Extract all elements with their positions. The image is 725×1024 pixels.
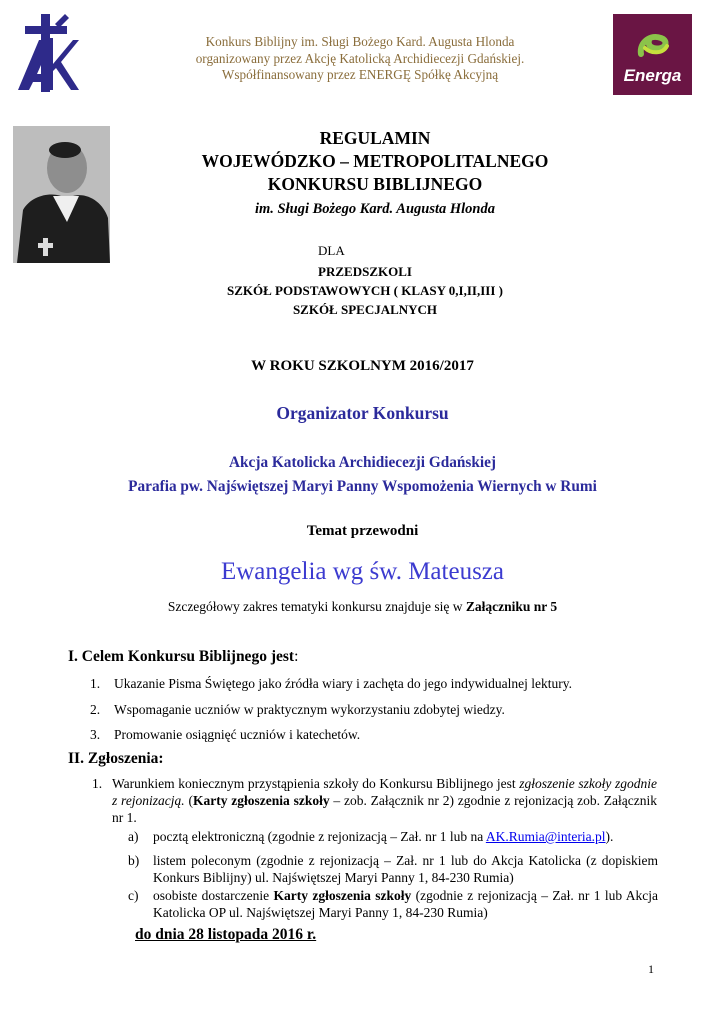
- document-title: [160, 127, 590, 196]
- item-text-bold: Karty zgłoszenia szkoły: [193, 793, 330, 808]
- theme-title: Ewangelia wg św. Mateusza: [220, 558, 504, 585]
- email-link[interactable]: AK.Rumia@interia.pl: [485, 829, 606, 844]
- list-item-text: Ukazanie Pisma Świętego jako źródła wiary i zachęta do jego indywidualnej lektury.: [114, 676, 572, 691]
- sub-item-letter: c): [128, 888, 139, 903]
- item-text-part-1: Warunkiem koniecznym przystąpienia szkoły do Konkursu Biblijnego jest: [112, 776, 520, 791]
- portrait-photo: [13, 126, 110, 263]
- item-text-italic: zgłoszenie szkoły zgodnie z rejonizacją.: [112, 776, 657, 808]
- sub-c-text-2: (zgodnie z rejonizacją – Zał. nr 1 lub Akcja Katolicka OP ul. Najświętszej Maryi Panny 1, 84-230 Rumia): [153, 888, 659, 920]
- organizer-names: [0, 451, 725, 498]
- scope-note: [0, 599, 725, 615]
- sub-item-a: [128, 828, 658, 845]
- list-item-text: [112, 775, 657, 826]
- sub-item-text: [153, 828, 658, 845]
- title-line-3: KONKURSU BIBLIJNEGO: [267, 174, 483, 194]
- sub-item-text: [153, 887, 658, 921]
- item-text-part-3: (: [184, 793, 193, 808]
- list-item-text: Promowanie osiągnięć uczniów i katechetów.: [114, 727, 361, 742]
- title-line-2: WOJEWÓDZKO – METROPOLITALNEGO: [201, 151, 549, 171]
- list-item-number: 1.: [90, 676, 101, 691]
- sub-c-text-1: osobiste dostarczenie: [153, 888, 274, 903]
- title-line-1: REGULAMIN: [319, 128, 431, 148]
- ak-logo: [15, 14, 80, 92]
- list-item-number: 2.: [90, 702, 101, 717]
- organizer-name-1: Akcja Katolicka Archidiecezji Gdańskiej: [229, 454, 496, 471]
- list-item-number: 3.: [90, 727, 101, 742]
- list-item-number: 1.: [92, 776, 103, 791]
- organizer-heading: Organizator Konkursu: [276, 403, 449, 423]
- scope-attachment: Załączniku nr 5: [465, 599, 558, 614]
- header-text: [150, 34, 570, 84]
- sub-item-letter: b): [128, 853, 140, 868]
- scope-text: Szczegółowy zakres tematyki konkursu znajduje się w: [167, 599, 466, 614]
- sub-item-text: listem poleconym (zgodnie z rejonizacją – Zał. nr 1 lub do Akcja Katolicka (z dopiskiem Konkurs Biblijny) ul. Najświętszej Maryi Panny 1, 84-230 Rumia): [153, 853, 658, 885]
- header-line-3: Współfinansowany przez ENERGĘ Spółkę Akcyjną: [221, 67, 499, 82]
- header-line-1: Konkurs Biblijny im. Sługi Bożego Kard. Augusta Hlonda: [205, 34, 515, 49]
- audience-line-1: PRZEDSZKOLI: [318, 264, 412, 279]
- audience-line-2: SZKÓŁ PODSTAWOWYCH ( KLASY 0,I,II,III ): [227, 283, 503, 298]
- sub-item-c: [128, 887, 658, 921]
- audience-list: [150, 262, 580, 319]
- school-year: W ROKU SZKOLNYM 2016/2017: [251, 358, 474, 374]
- sub-a-text: pocztą elektroniczną (zgodnie z rejonizacją – Zał. nr 1 lub na: [153, 829, 486, 844]
- header-line-2: organizowany przez Akcję Katolicką Archidiecezji Gdańskiej.: [195, 50, 525, 66]
- page-number: 1: [648, 962, 654, 976]
- energa-swirl-icon: [637, 24, 671, 62]
- list-item-text: Wspomaganie uczniów w praktycznym wykorzystaniu zdobytej wiedzy.: [114, 702, 505, 717]
- audience-label: DLA: [318, 243, 345, 258]
- title-subtitle: im. Sługi Bożego Kard. Augusta Hlonda: [255, 201, 495, 217]
- sub-c-bold: Karty zgłoszenia szkoły: [273, 888, 412, 903]
- sub-item-b: [128, 852, 658, 886]
- audience-line-3: SZKÓŁ SPECJALNYCH: [292, 302, 438, 317]
- section-2-item-1: [92, 775, 657, 826]
- energa-wordmark: Energa: [623, 66, 682, 85]
- sub-a-end: ).: [605, 829, 614, 844]
- item-text-part-5: – zob. Załącznik nr 2) zgodnie z rejonizacją zob. Załącznik nr 1.: [112, 793, 658, 825]
- sub-item-letter: a): [128, 829, 139, 844]
- energa-logo: [613, 14, 692, 95]
- section-2-heading: II. Zgłoszenia:: [68, 750, 164, 767]
- deadline: do dnia 28 listopada 2016 r.: [135, 926, 317, 943]
- section-1-colon: :: [294, 648, 299, 665]
- organizer-name-2: Parafia pw. Najświętszej Maryi Panny Wspomożenia Wiernych w Rumi: [128, 477, 597, 495]
- theme-heading: Temat przewodni: [306, 523, 419, 539]
- section-1-heading: [68, 648, 298, 666]
- section-1-title: I. Celem Konkursu Biblijnego jest: [68, 648, 295, 665]
